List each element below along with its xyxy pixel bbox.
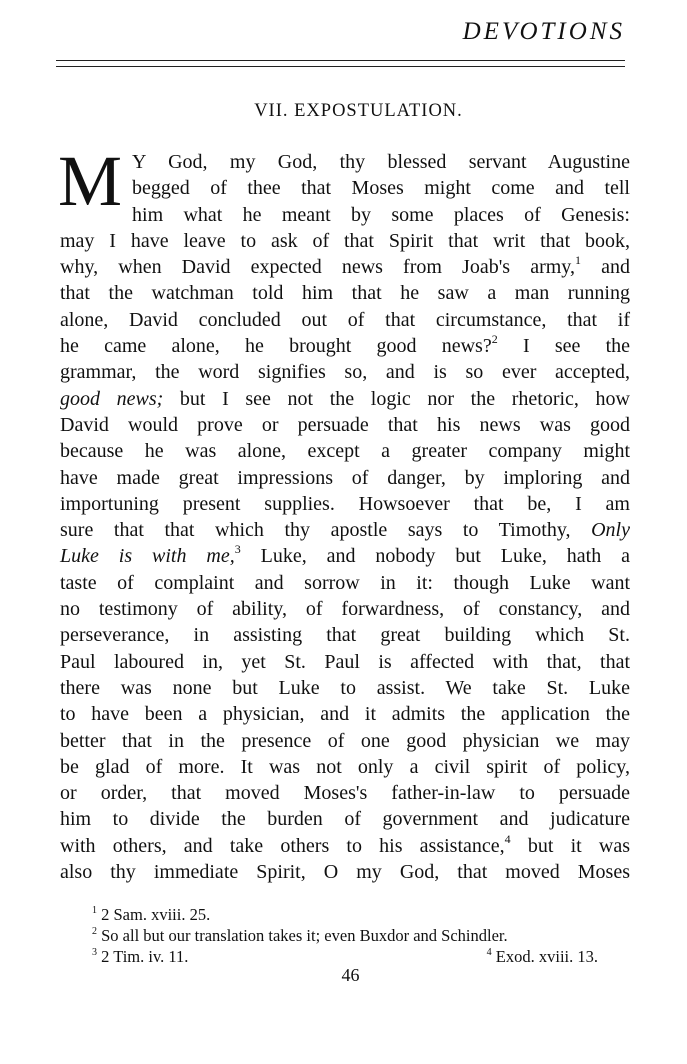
text-line: may I have leave to ask of that Spirit that writ that book, xyxy=(60,229,630,252)
text-line: alone, David concluded out of that circumstance, that if xyxy=(60,308,630,331)
running-title: DEVOTIONS xyxy=(462,18,625,45)
footnote-ref: 4 xyxy=(504,831,511,846)
text-line: with others, and take others to his assistance,$^4$ but it was xyxy=(60,831,630,857)
drop-cap: M xyxy=(58,141,123,221)
text-line: Y God, my God, thy blessed servant Augustine xyxy=(132,151,630,173)
text-line: David would prove or persuade that his news was good xyxy=(60,413,630,436)
footnotes xyxy=(92,904,632,967)
text-line: taste of complaint and sorrow in it: though Luke want xyxy=(60,571,630,594)
footnote-4: $^4$ Exod. xviii. 13. xyxy=(486,947,598,966)
footnote-ref: 2 xyxy=(491,332,498,347)
italic-phrase: good news; xyxy=(60,387,164,410)
text-line: better that in the presence of one good physician we may xyxy=(60,729,630,752)
section-title: VII. EXPOSTULATION. xyxy=(254,101,463,121)
footnote-row-3-4 xyxy=(92,946,598,967)
text-line: Luke is with me,$^3$ Luke, and nobody but Luke, hath a xyxy=(60,542,630,568)
italic-phrase: Only xyxy=(591,519,630,542)
page-number: 46 xyxy=(341,965,360,985)
text-line: he came alone, he brought good news?$^2$ I see the xyxy=(60,332,631,358)
text-line: why, when David expected news from Joab's army,$^1$ and xyxy=(60,253,630,279)
text-line: because he was alone, except a greater company might xyxy=(60,440,630,463)
text-line: good news; but I see not the logic nor the rhetoric, how xyxy=(60,387,630,410)
italic-phrase: Luke is with me, xyxy=(60,545,235,568)
text-line: no testimony of ability, of forwardness, of constancy, and xyxy=(60,598,630,621)
footnote-ref: 3 xyxy=(234,542,241,557)
footnote-ref: 1 xyxy=(575,253,581,268)
body-text xyxy=(58,141,631,885)
text-line: him what he meant by some places of Genesis: xyxy=(132,203,630,226)
text-line: begged of thee that Moses might come and tell xyxy=(132,177,630,200)
footnote-3: $^3$ 2 Tim. iv. 11. xyxy=(92,947,189,966)
text-line: perseverance, in assisting that great building which St. xyxy=(60,624,630,647)
footnote-2: $^2$ So all but our translation takes it; even Buxdor and Schindler. xyxy=(92,926,508,945)
header-rule-top xyxy=(56,60,625,61)
text-line: him to divide the burden of government and judicature xyxy=(60,808,630,831)
header-rule-bottom xyxy=(56,66,625,67)
text-line: be glad of more. It was not only a civil spirit of policy, xyxy=(60,755,630,778)
text-line: to have been a physician, and it admits the application the xyxy=(60,703,630,726)
text-line: sure that that which thy apostle says to Timothy, Only xyxy=(60,519,630,542)
text-line: that the watchman told him that he saw a man running xyxy=(60,282,630,305)
text-line: grammar, the word signifies so, and is so ever accepted, xyxy=(60,361,630,384)
footnote-1: $^1$ 2 Sam. xviii. 25. xyxy=(92,905,211,924)
text-line: have made great impressions of danger, by imploring and xyxy=(60,466,630,489)
text-line: also thy immediate Spirit, O my God, that moved Moses xyxy=(60,861,630,884)
text-line: importuning present supplies. Howsoever that be, I am xyxy=(60,492,630,515)
text-line: or order, that moved Moses's father-in-law to persuade xyxy=(60,782,630,805)
text-line: Paul laboured in, yet St. Paul is affected with that, that xyxy=(60,650,630,673)
text-line: there was none but Luke to assist. We take St. Luke xyxy=(60,676,630,699)
